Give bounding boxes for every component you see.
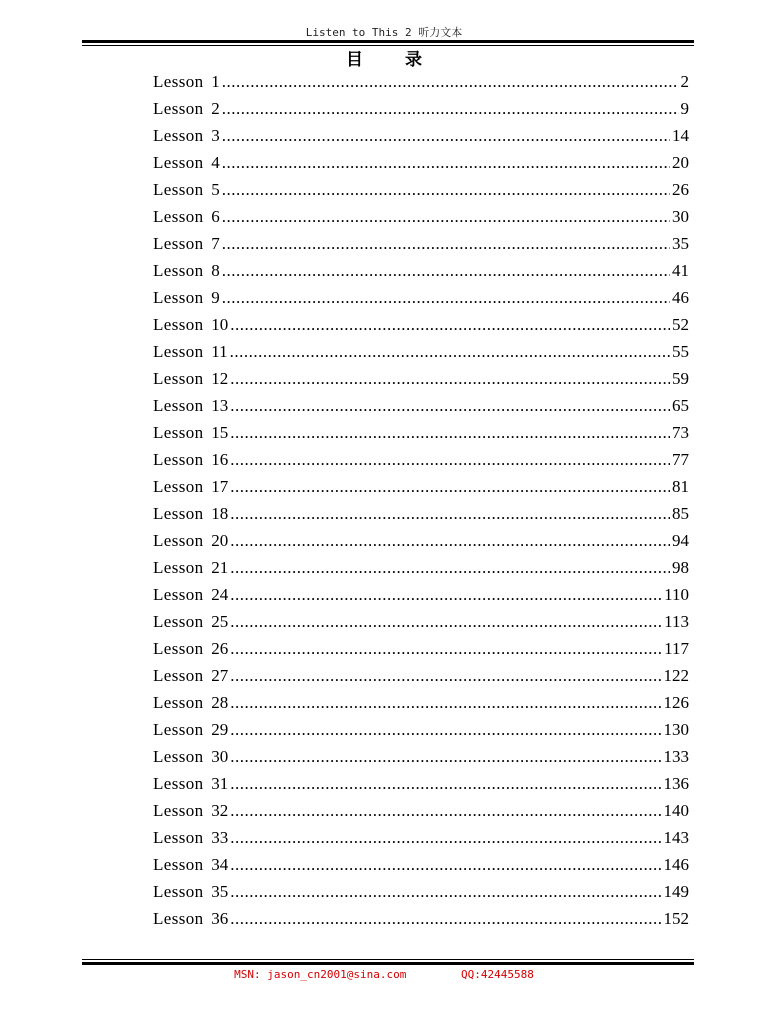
toc-entry-number: 21 xyxy=(211,558,229,577)
toc-entry-label xyxy=(153,176,220,203)
toc-entry-label xyxy=(153,311,228,338)
toc-entry-word: Lesson xyxy=(153,126,204,145)
toc-leader-dots xyxy=(222,230,670,257)
toc-entry-number: 15 xyxy=(211,423,229,442)
toc-leader-dots xyxy=(222,176,670,203)
toc-leader-dots xyxy=(222,149,670,176)
toc-entry-page: 26 xyxy=(672,180,689,199)
toc-entry-word: Lesson xyxy=(153,153,204,172)
toc-entry-label xyxy=(153,500,228,527)
toc-leader-dots xyxy=(230,689,661,716)
toc-entry-page: 52 xyxy=(672,315,689,334)
toc-entry-page: 41 xyxy=(672,261,689,280)
toc-entry-word: Lesson xyxy=(153,531,204,550)
toc-entry-page: 81 xyxy=(672,477,689,496)
toc-entry-word: Lesson xyxy=(153,72,204,91)
toc-entry[interactable] xyxy=(153,770,689,797)
toc-entry[interactable] xyxy=(153,365,689,392)
toc-entry[interactable] xyxy=(153,284,689,311)
toc-entry-number: 9 xyxy=(211,288,220,307)
toc-entry-page: 14 xyxy=(672,126,689,145)
toc-entry-page: 146 xyxy=(663,855,689,874)
toc-entry-word: Lesson xyxy=(153,909,204,928)
toc-entry-page: 85 xyxy=(672,504,689,523)
toc-entry-label xyxy=(153,365,228,392)
toc-leader-dots xyxy=(230,419,670,446)
toc-entry-label xyxy=(153,392,228,419)
toc-entry-number: 30 xyxy=(211,747,229,766)
toc-entry-number: 4 xyxy=(211,153,220,172)
toc-entry[interactable] xyxy=(153,338,689,365)
toc-entry[interactable] xyxy=(153,662,689,689)
toc-entry-label xyxy=(153,338,228,365)
toc-entry-label xyxy=(153,149,220,176)
toc-entry-number: 8 xyxy=(211,261,220,280)
toc-entry-label xyxy=(153,581,228,608)
toc-entry-label xyxy=(153,257,220,284)
toc-entry-label xyxy=(153,419,228,446)
toc-entry-page: 30 xyxy=(672,207,689,226)
toc-entry-label xyxy=(153,770,228,797)
toc-entry-number: 18 xyxy=(211,504,229,523)
toc-leader-dots xyxy=(230,392,670,419)
toc-leader-dots xyxy=(222,95,679,122)
footer-msn: MSN: jason_cn2001@sina.com xyxy=(234,968,407,981)
toc-entry-word: Lesson xyxy=(153,207,204,226)
toc-entry-label xyxy=(153,284,220,311)
toc-leader-dots xyxy=(230,581,662,608)
toc-leader-dots xyxy=(230,527,670,554)
toc-entry-number: 2 xyxy=(211,99,220,118)
toc-entry-page: 94 xyxy=(672,531,689,550)
toc-leader-dots xyxy=(230,878,661,905)
toc-leader-dots xyxy=(230,338,670,365)
toc-entry-word: Lesson xyxy=(153,99,204,118)
toc-entry-label xyxy=(153,608,228,635)
toc-entry-page: 133 xyxy=(663,747,689,766)
toc-entry-page: 117 xyxy=(664,639,689,658)
toc-entry-page: 55 xyxy=(672,342,689,361)
toc-entry[interactable] xyxy=(153,95,689,122)
toc-leader-dots xyxy=(230,824,661,851)
toc-entry[interactable] xyxy=(153,851,689,878)
toc-entry-page: 73 xyxy=(672,423,689,442)
toc-entry-page: 98 xyxy=(672,558,689,577)
toc-entry-word: Lesson xyxy=(153,261,204,280)
toc-leader-dots xyxy=(230,743,661,770)
toc-entry-page: 35 xyxy=(672,234,689,253)
toc-entry-number: 35 xyxy=(211,882,229,901)
toc-entry-number: 26 xyxy=(211,639,229,658)
toc-leader-dots xyxy=(230,662,661,689)
toc-entry[interactable] xyxy=(153,230,689,257)
toc-entry[interactable] xyxy=(153,905,689,932)
toc-entry-page: 9 xyxy=(680,99,689,118)
toc-entry-word: Lesson xyxy=(153,801,204,820)
toc-entry-label xyxy=(153,635,228,662)
toc-entry-label xyxy=(153,527,228,554)
toc-entry-label xyxy=(153,743,228,770)
toc-entry-word: Lesson xyxy=(153,612,204,631)
toc-entry-label xyxy=(153,716,228,743)
toc-leader-dots xyxy=(230,635,662,662)
toc-entry-number: 20 xyxy=(211,531,229,550)
toc-entry-number: 16 xyxy=(211,450,229,469)
toc-entry-page: 140 xyxy=(663,801,689,820)
toc-entry-number: 7 xyxy=(211,234,220,253)
toc-leader-dots xyxy=(230,608,662,635)
toc-entry-number: 10 xyxy=(211,315,229,334)
toc-entry[interactable] xyxy=(153,743,689,770)
toc-entry-number: 36 xyxy=(211,909,229,928)
toc-entry-page: 126 xyxy=(663,693,689,712)
toc-entry-page: 2 xyxy=(680,72,689,91)
toc-entry-word: Lesson xyxy=(153,315,204,334)
toc-entry-number: 29 xyxy=(211,720,229,739)
toc-entry[interactable] xyxy=(153,527,689,554)
toc-entry-label xyxy=(153,95,220,122)
toc-leader-dots xyxy=(222,122,670,149)
toc-entry-number: 33 xyxy=(211,828,229,847)
toc-entry[interactable] xyxy=(153,500,689,527)
toc-entry[interactable] xyxy=(153,446,689,473)
toc-entry-page: 152 xyxy=(663,909,689,928)
toc-entry-word: Lesson xyxy=(153,396,204,415)
toc-entry-label xyxy=(153,824,228,851)
toc-entry[interactable] xyxy=(153,392,689,419)
toc-entry-page: 20 xyxy=(672,153,689,172)
toc-entry-word: Lesson xyxy=(153,828,204,847)
toc-entry[interactable] xyxy=(153,581,689,608)
toc-entry-label xyxy=(153,878,228,905)
toc-leader-dots xyxy=(230,365,670,392)
toc-entry-page: 65 xyxy=(672,396,689,415)
toc-entry-number: 31 xyxy=(211,774,229,793)
toc-entry[interactable] xyxy=(153,716,689,743)
footer-rule-thin xyxy=(82,959,694,960)
toc-entry-word: Lesson xyxy=(153,639,204,658)
toc-entry-word: Lesson xyxy=(153,855,204,874)
toc-entry-number: 32 xyxy=(211,801,229,820)
toc-entry-number: 6 xyxy=(211,207,220,226)
toc-entry-word: Lesson xyxy=(153,666,204,685)
toc-entry-number: 25 xyxy=(211,612,229,631)
toc-entry[interactable] xyxy=(153,797,689,824)
toc-entry-label xyxy=(153,554,228,581)
toc-entry[interactable] xyxy=(153,203,689,230)
toc-entry-page: 113 xyxy=(664,612,689,631)
toc-entry-word: Lesson xyxy=(153,882,204,901)
toc-leader-dots xyxy=(230,797,661,824)
toc-entry-number: 1 xyxy=(211,72,220,91)
toc-entry-word: Lesson xyxy=(153,423,204,442)
toc-entry-word: Lesson xyxy=(153,720,204,739)
toc-entry-page: 59 xyxy=(672,369,689,388)
toc-entry-label xyxy=(153,689,228,716)
toc-entry-label xyxy=(153,446,228,473)
toc-leader-dots xyxy=(230,311,670,338)
toc-entry-number: 13 xyxy=(211,396,229,415)
header-rule-thick xyxy=(82,40,694,43)
toc-leader-dots xyxy=(230,554,670,581)
toc-entry[interactable] xyxy=(153,257,689,284)
toc-entry-page: 110 xyxy=(664,585,689,604)
toc-leader-dots xyxy=(222,203,670,230)
toc-entry-number: 34 xyxy=(211,855,229,874)
page-footer xyxy=(0,968,768,981)
toc-entry-page: 149 xyxy=(663,882,689,901)
toc-entry-page: 77 xyxy=(672,450,689,469)
toc-leader-dots xyxy=(230,446,670,473)
toc-entry-word: Lesson xyxy=(153,747,204,766)
toc-leader-dots xyxy=(222,257,670,284)
toc-entry-number: 27 xyxy=(211,666,229,685)
toc-entry-word: Lesson xyxy=(153,558,204,577)
toc-entry[interactable] xyxy=(153,419,689,446)
table-of-contents xyxy=(153,68,689,932)
toc-entry-word: Lesson xyxy=(153,774,204,793)
toc-entry-label xyxy=(153,851,228,878)
toc-leader-dots xyxy=(230,851,661,878)
toc-entry[interactable] xyxy=(153,824,689,851)
toc-entry[interactable] xyxy=(153,311,689,338)
toc-entry-label xyxy=(153,230,220,257)
toc-leader-dots xyxy=(230,473,670,500)
toc-entry-number: 24 xyxy=(211,585,229,604)
toc-entry-word: Lesson xyxy=(153,342,204,361)
toc-title: 目 录 xyxy=(346,50,440,70)
toc-entry-word: Lesson xyxy=(153,180,204,199)
toc-entry-word: Lesson xyxy=(153,477,204,496)
toc-entry-number: 12 xyxy=(211,369,229,388)
toc-entry-number: 5 xyxy=(211,180,220,199)
toc-leader-dots xyxy=(230,500,670,527)
toc-leader-dots xyxy=(222,284,670,311)
toc-entry[interactable] xyxy=(153,68,689,95)
toc-entry[interactable] xyxy=(153,689,689,716)
toc-entry[interactable] xyxy=(153,176,689,203)
toc-entry[interactable] xyxy=(153,878,689,905)
toc-entry[interactable] xyxy=(153,554,689,581)
toc-entry-number: 28 xyxy=(211,693,229,712)
toc-entry[interactable] xyxy=(153,608,689,635)
toc-leader-dots xyxy=(230,905,661,932)
toc-entry-word: Lesson xyxy=(153,693,204,712)
toc-entry-word: Lesson xyxy=(153,585,204,604)
toc-entry-word: Lesson xyxy=(153,234,204,253)
toc-leader-dots xyxy=(230,716,661,743)
toc-entry-page: 46 xyxy=(672,288,689,307)
toc-entry-label xyxy=(153,203,220,230)
toc-entry-label xyxy=(153,662,228,689)
toc-entry[interactable] xyxy=(153,473,689,500)
toc-entry-label xyxy=(153,122,220,149)
toc-entry-word: Lesson xyxy=(153,288,204,307)
toc-entry-label xyxy=(153,473,228,500)
toc-entry-label xyxy=(153,905,228,932)
toc-entry-label xyxy=(153,68,220,95)
page-header: Listen to This 2 听力文本 xyxy=(305,26,463,39)
toc-entry-page: 136 xyxy=(663,774,689,793)
toc-leader-dots xyxy=(230,770,661,797)
toc-entry-word: Lesson xyxy=(153,450,204,469)
footer-rule-thick xyxy=(82,962,694,965)
toc-entry[interactable] xyxy=(153,149,689,176)
toc-entry-label xyxy=(153,797,228,824)
toc-leader-dots xyxy=(222,68,679,95)
toc-entry-page: 122 xyxy=(663,666,689,685)
toc-entry-word: Lesson xyxy=(153,369,204,388)
toc-entry-number: 11 xyxy=(211,342,228,361)
toc-entry-page: 130 xyxy=(663,720,689,739)
toc-entry-page: 143 xyxy=(663,828,689,847)
toc-entry-word: Lesson xyxy=(153,504,204,523)
toc-entry-number: 17 xyxy=(211,477,229,496)
toc-entry[interactable] xyxy=(153,122,689,149)
footer-qq: QQ:42445588 xyxy=(460,968,534,981)
toc-entry-number: 3 xyxy=(211,126,220,145)
toc-entry[interactable] xyxy=(153,635,689,662)
